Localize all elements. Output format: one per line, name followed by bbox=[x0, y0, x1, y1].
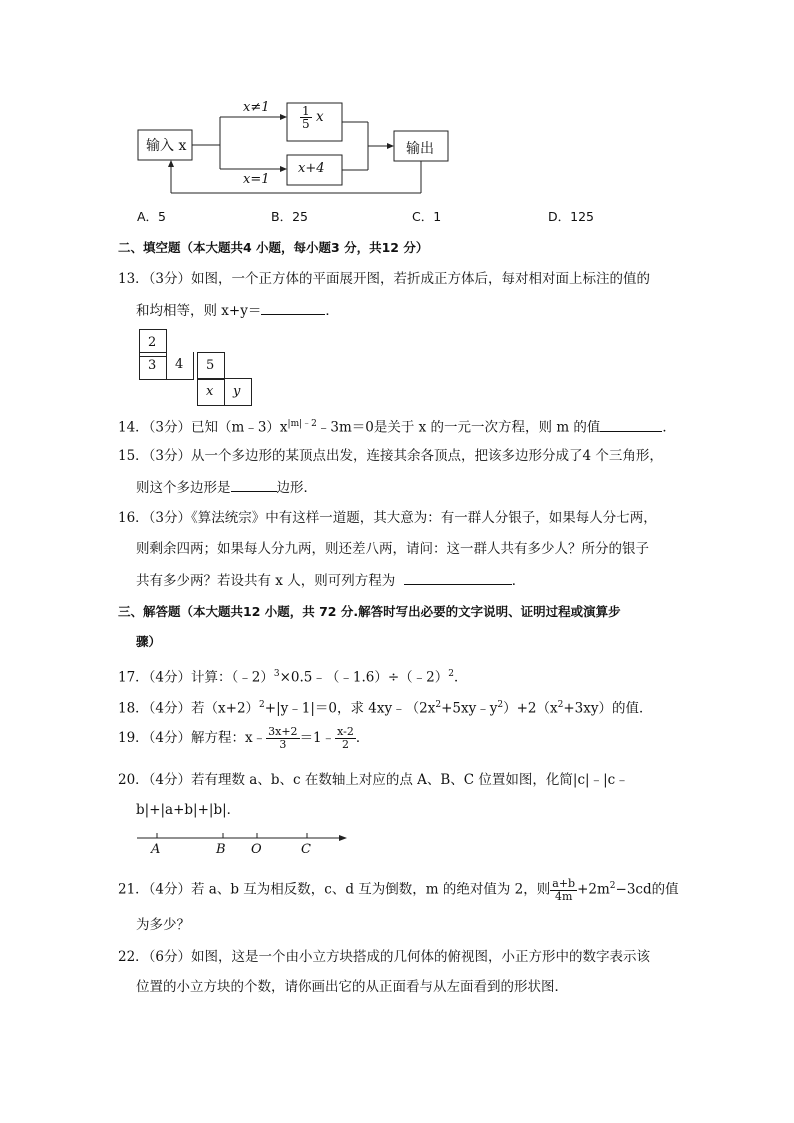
q21-line2: 为多少？ bbox=[136, 917, 190, 933]
q21-line1 bbox=[118, 872, 679, 904]
q18-exp2: 2 bbox=[435, 700, 442, 710]
q15-line2 bbox=[136, 477, 317, 498]
net-cell: y bbox=[224, 378, 252, 406]
q16-line3 bbox=[136, 570, 525, 591]
q21-text-c: −3cd的值 bbox=[615, 881, 679, 898]
number-line-label-o: O bbox=[251, 842, 262, 857]
q14-answer-blank[interactable] bbox=[600, 417, 662, 432]
q16-line2: 则剩余四两；如果每人分九两，则还差八两，请问：这一群人共有多少人？所分的银子 bbox=[136, 541, 649, 557]
net-cell: x bbox=[197, 378, 225, 406]
q18-text-c: +5xy﹣y bbox=[441, 700, 498, 717]
q21-frac-den: 4m bbox=[554, 889, 573, 903]
option-a[interactable]: A．5 bbox=[137, 209, 167, 224]
q14-exponent: |m|﹣2 bbox=[287, 419, 317, 429]
q13-line2 bbox=[136, 300, 339, 321]
flow-top-box-content bbox=[300, 105, 324, 130]
number-line bbox=[135, 828, 355, 858]
q13-answer-blank[interactable] bbox=[261, 300, 325, 315]
q19-text-b: ＝1﹣ bbox=[299, 730, 336, 746]
q18-text-a: 18．（4分）若（x+2） bbox=[118, 700, 260, 717]
q14-text-b: ﹣3m＝0是关于 x 的一元一次方程，则 m 的值 bbox=[316, 419, 601, 436]
q17-text-a: 17．（4分）计算：（﹣2） bbox=[118, 669, 274, 686]
flow-bottom-box-label: x+4 bbox=[298, 161, 325, 176]
q21-text-b: +2m bbox=[577, 881, 610, 898]
q15-line1: 15．（3分）从一个多边形的某顶点出发，连接其余各顶点，把该多边形分成了4 个三角形， bbox=[118, 448, 663, 464]
number-line-label-b: B bbox=[216, 842, 226, 857]
top-box-denominator: 5 bbox=[302, 117, 310, 131]
number-line-label-c: C bbox=[301, 842, 311, 857]
net-cell: 5 bbox=[197, 352, 225, 380]
q17-line bbox=[118, 664, 467, 688]
q15-text-a: 则这个多边形是 bbox=[136, 480, 231, 496]
q18-exp4: 2 bbox=[557, 700, 564, 710]
q18-exp1: 2 bbox=[259, 700, 265, 710]
q18-text-d: ）+2（x bbox=[503, 700, 558, 717]
q16-text-b: ． bbox=[511, 573, 526, 589]
q19-text-a: 19．（4分）解方程：x﹣ bbox=[118, 730, 267, 746]
flow-output-label: 输出 bbox=[406, 141, 434, 157]
q13-line2-text: 和均相等，则 x+y＝ bbox=[136, 303, 262, 319]
q16-answer-blank[interactable] bbox=[404, 570, 512, 585]
section-2-heading: 二、填空题（本大题共4 小题，每小题3 分，共12 分） bbox=[118, 240, 429, 255]
option-d[interactable]: D．125 bbox=[548, 209, 594, 224]
q16-text-a: 共有多少两？若设共有 x 人，则可列方程为 bbox=[136, 573, 396, 589]
flow-branch-top-label: x≠1 bbox=[243, 100, 270, 115]
top-box-variable: x bbox=[315, 109, 324, 125]
flow-branch-bottom-label: x=1 bbox=[243, 172, 270, 187]
q14-text-c: ． bbox=[662, 419, 676, 436]
option-b[interactable]: B．25 bbox=[271, 209, 308, 224]
net-cell: 2 bbox=[139, 329, 167, 357]
q19-frac2-den: 2 bbox=[342, 738, 350, 751]
q19-text-c: ． bbox=[355, 730, 370, 746]
q17-exp1: 3 bbox=[273, 669, 280, 679]
q21-text-a: 21．（4分）若 a、b 互为相反数，c、d 互为倒数，m 的绝对值为 2，则 bbox=[118, 881, 551, 898]
q17-text-c: ． bbox=[453, 669, 468, 686]
net-cell: 4 bbox=[166, 352, 194, 380]
option-c[interactable]: C．1 bbox=[412, 209, 442, 224]
q18-text-e: +3xy）的值． bbox=[563, 700, 653, 717]
section-3-heading-line1: 三、解答题（本大题共12 小题，共 72 分.解答时写出必要的文字说明、证明过程或演算步 bbox=[118, 604, 621, 619]
q13-line1: 13．（3分）如图，一个正方体的平面展开图，若折成正方体后，每对相对面上标注的值的 bbox=[118, 271, 651, 287]
q20-line2: b|+|a+b|+|b|． bbox=[136, 802, 241, 818]
top-box-numerator: 1 bbox=[302, 104, 310, 118]
q18-exp3: 2 bbox=[497, 700, 504, 710]
q17-exp2: 2 bbox=[448, 669, 454, 679]
q14-text-a: 14．（3分）已知（m﹣3）x bbox=[118, 419, 288, 436]
q15-answer-blank[interactable] bbox=[231, 477, 277, 492]
q18-line bbox=[118, 695, 652, 719]
q19-line bbox=[118, 724, 369, 752]
q20-line1: 20．（4分）若有理数 a、b、c 在数轴上对应的点 A、B、C 位置如图，化简|c|﹣|c﹣ bbox=[118, 772, 629, 788]
q18-text-b: +|y﹣1|＝0，求 4xy﹣（2x bbox=[264, 700, 436, 717]
q21-frac-num: a+b bbox=[552, 876, 576, 890]
net-cell: 3 bbox=[139, 352, 167, 380]
q16-line1: 16．（3分）《算法统宗》中有这样一道题，其大意为：有一群人分银子，如果每人分七两， bbox=[118, 510, 657, 526]
q19-frac1-den: 3 bbox=[279, 738, 287, 751]
q17-text-b: ×0.5﹣（﹣1.6）÷（﹣2） bbox=[279, 669, 449, 686]
number-line-label-a: A bbox=[151, 842, 161, 857]
q22-line1: 22．（6分）如图，这是一个由小立方块搭成的几何体的俯视图，小正方形中的数字表示该 bbox=[118, 949, 651, 965]
section-3-heading-line2: 骤） bbox=[136, 634, 162, 649]
flow-input-label: 输入 x bbox=[146, 138, 187, 154]
q14-line bbox=[118, 414, 676, 438]
q19-frac1-num: 3x+2 bbox=[268, 725, 298, 738]
q15-text-b: 边形． bbox=[276, 480, 317, 496]
q22-line2: 位置的小立方块的个数，请你画出它的从正面看与从左面看到的形状图． bbox=[136, 979, 568, 995]
q13-line2-end: ． bbox=[325, 303, 339, 319]
q21-exp: 2 bbox=[609, 881, 616, 891]
q19-frac2-num: x-2 bbox=[337, 725, 354, 738]
